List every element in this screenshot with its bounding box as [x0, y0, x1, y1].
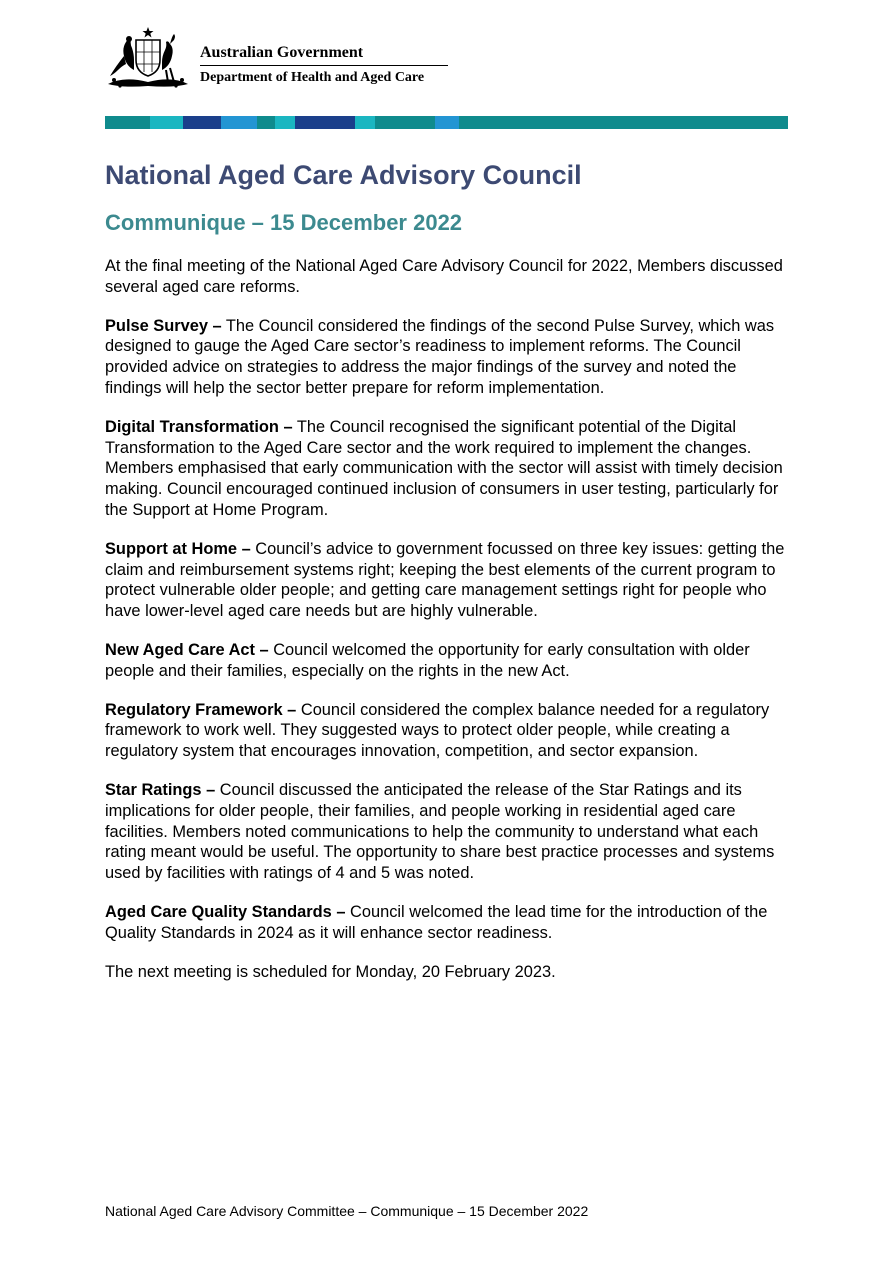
section-text: The Council recognised the significant potential of the Digital Transformation to the Aged Care sector and the work required to implement the changes. Members emphasised that early communication with the sector will assist with timely decision making. Council encouraged continued inclusion of consumers in user testing, particularly for the Support at Home Program. — [105, 417, 783, 519]
band-segment — [435, 116, 459, 129]
band-segment — [257, 116, 275, 129]
coat-of-arms-icon — [104, 26, 192, 90]
header-divider — [200, 65, 448, 66]
section-regulatory-framework — [105, 700, 795, 762]
closing-paragraph: The next meeting is scheduled for Monday, 20 February 2023. — [105, 962, 556, 981]
section-heading: Aged Care Quality Standards – — [105, 902, 346, 921]
band-segment — [355, 116, 375, 129]
section-text: Council welcomed the lead time for the introduction of the Quality Standards in 2024 as it will enhance sector readiness. — [105, 902, 768, 942]
band-segment — [183, 116, 221, 129]
section-text: The Council considered the findings of the second Pulse Survey, which was designed to gauge the Aged Care sector’s readiness to implement reforms. The Council provided advice on strategies to address the major findings of the survey and noted the findings will help the sector better prepare for reform implementation. — [105, 316, 775, 397]
section-text: Council considered the complex balance needed for a regulatory framework to work well. They suggested ways to protect older people, while creating a regulatory system that encourages innovation, competition, and sector expansion. — [105, 700, 770, 761]
government-name: Australian Government — [200, 44, 364, 61]
section-text: Council welcomed the opportunity for early consultation with older people and their families, especially on the rights in the new Act. — [105, 640, 750, 680]
page-footer: National Aged Care Advisory Committee – Communique – 15 December 2022 — [105, 1203, 589, 1219]
band-segment — [105, 116, 150, 129]
section-support-at-home — [105, 539, 795, 622]
department-name: Department of Health and Aged Care — [200, 70, 425, 85]
section-heading: Support at Home – — [105, 539, 251, 558]
section-text: Council discussed the anticipated the release of the Star Ratings and its implications for older people, their families, and people working in residential aged care facilities. Members noted communications to help the community to understand what each rating meant would be useful. The opportunity to share best practice processes and systems used by facilities with ratings of 4 and 5 was noted. — [105, 780, 775, 883]
communique-body — [105, 256, 795, 1000]
section-star-ratings — [105, 780, 795, 884]
section-heading: Pulse Survey – — [105, 316, 222, 335]
section-new-aged-care-act — [105, 640, 795, 682]
page-title: National Aged Care Advisory Council — [105, 160, 582, 190]
government-header — [104, 26, 464, 92]
band-segment — [150, 116, 183, 129]
section-heading: New Aged Care Act – — [105, 640, 269, 659]
band-segment — [275, 116, 295, 129]
section-quality-standards — [105, 902, 795, 944]
band-segment — [459, 116, 788, 129]
section-pulse-survey — [105, 316, 795, 399]
section-text: Council’s advice to government focussed on three key issues: getting the claim and reimbursement systems right; keeping the best elements of the current program to protect vulnerable older people; and getting care management settings right for people who have lower-level aged care needs but are highly vulnerable. — [105, 539, 785, 621]
intro-paragraph: At the final meeting of the National Aged Care Advisory Council for 2022, Members discussed several aged care reforms. — [105, 257, 783, 296]
section-heading: Star Ratings – — [105, 780, 216, 799]
section-heading: Regulatory Framework – — [105, 700, 297, 719]
band-segment — [375, 116, 435, 129]
section-heading: Digital Transformation – — [105, 417, 293, 436]
decorative-color-band — [105, 116, 788, 129]
band-segment — [295, 116, 355, 129]
page-subtitle: Communique – 15 December 2022 — [105, 210, 463, 235]
band-segment — [221, 116, 257, 129]
section-digital-transformation — [105, 417, 795, 521]
